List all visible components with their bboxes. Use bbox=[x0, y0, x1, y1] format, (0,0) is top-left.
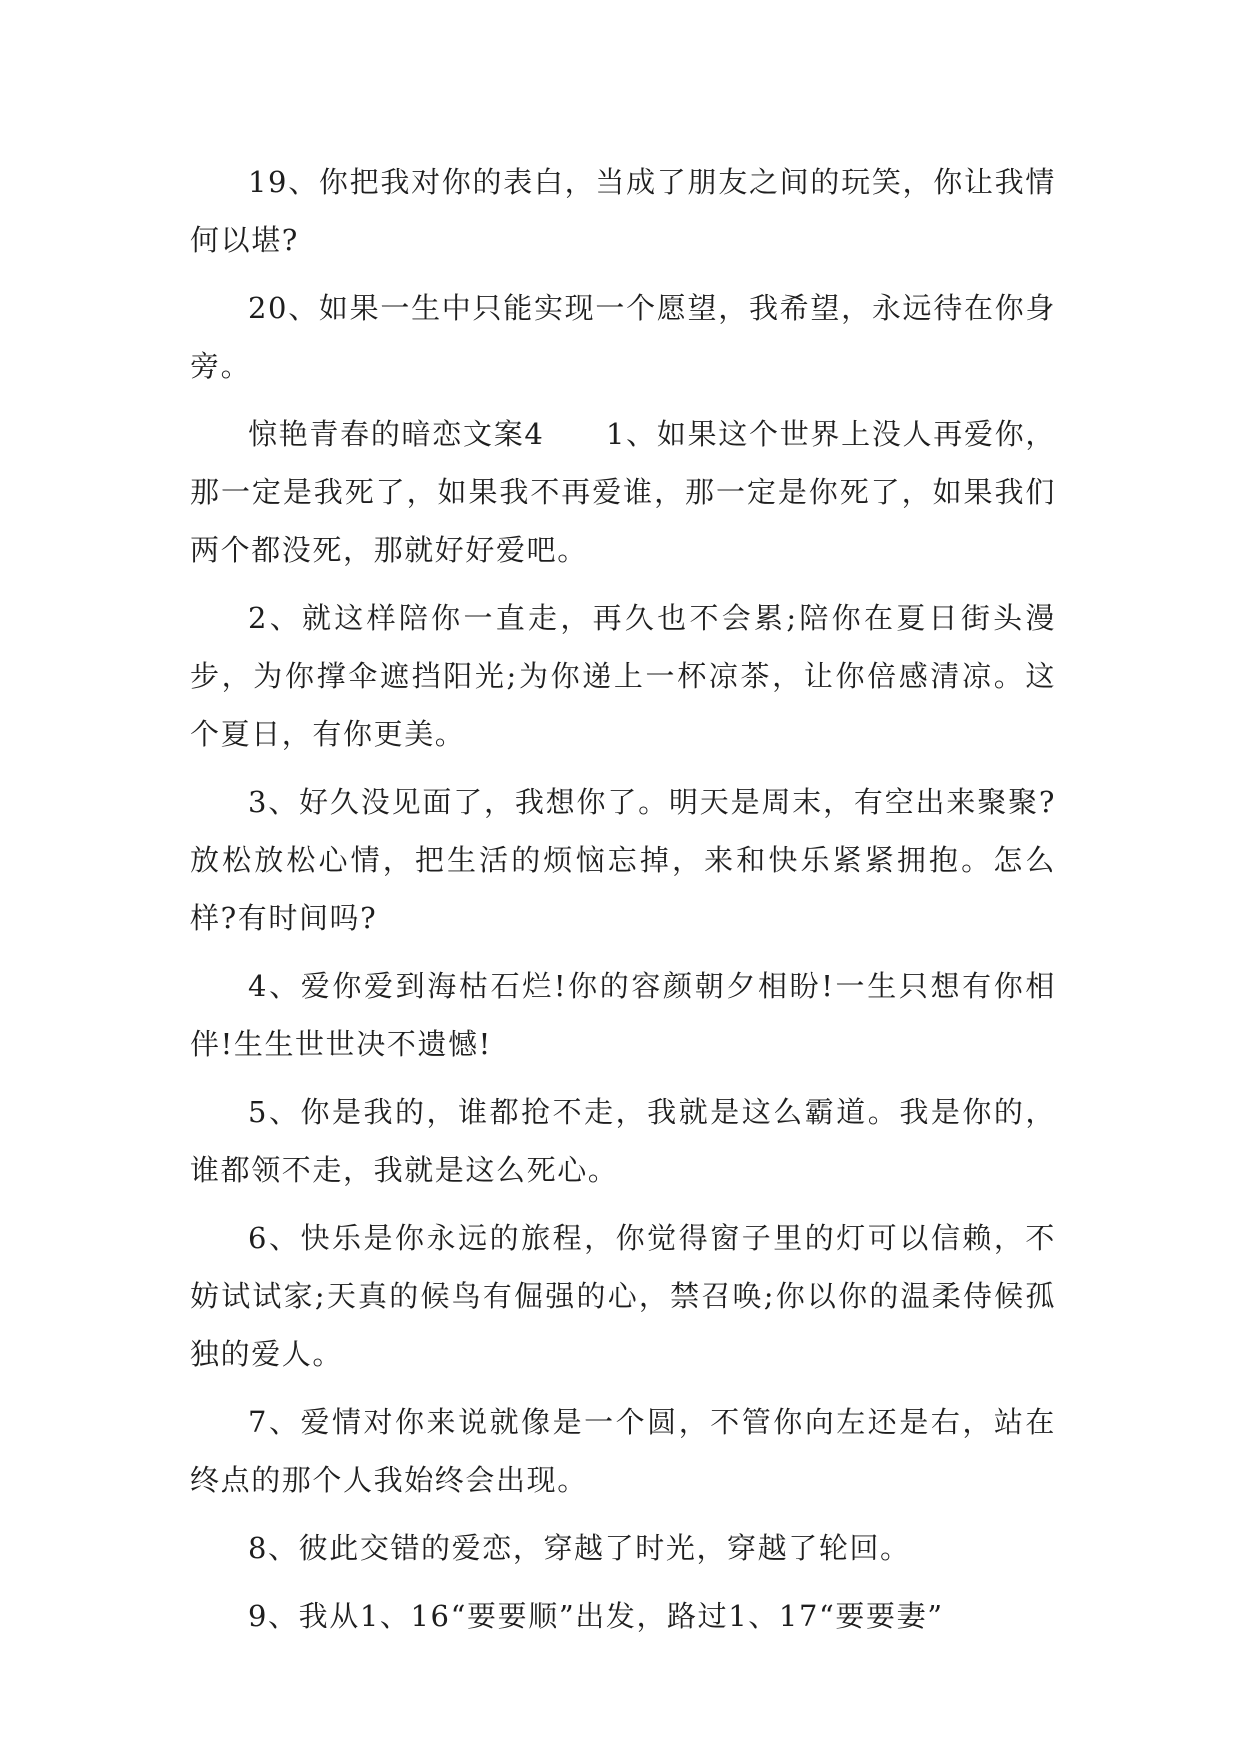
paragraph-20: 20、如果一生中只能实现一个愿望，我希望，永远待在你身旁。 bbox=[190, 291, 1056, 383]
paragraph-6: 6、快乐是你永远的旅程，你觉得窗子里的灯可以信赖，不妨试试家;天真的候鸟有倔强的心，禁召唤;你以你的温柔侍候孤独的爱人。 bbox=[190, 1221, 1056, 1371]
paragraph-9: 9、我从1、16“要要顺”出发，路过1、17“要要妻” bbox=[248, 1599, 944, 1633]
paragraph-8: 8、彼此交错的爱恋，穿越了时光，穿越了轮回。 bbox=[248, 1531, 911, 1565]
paragraph-3: 3、好久没见面了，我想你了。明天是周末，有空出来聚聚?放松放松心情，把生活的烦恼忘掉，来和快乐紧紧拥抱。怎么样?有时间吗? bbox=[190, 785, 1056, 935]
paragraph-7: 7、爱情对你来说就像是一个圆，不管你向左还是右，站在终点的那个人我始终会出现。 bbox=[190, 1405, 1056, 1497]
section-4-paragraph-1: 惊艳青春的暗恋文案4 1、如果这个世界上没人再爱你，那一定是我死了，如果我不再爱谁，那一定是你死了，如果我们两个都没死，那就好好爱吧。 bbox=[190, 417, 1056, 567]
paragraph-19: 19、你把我对你的表白，当成了朋友之间的玩笑，你让我情何以堪? bbox=[190, 165, 1056, 257]
document-body bbox=[190, 153, 1056, 1655]
paragraph-4: 4、爱你爱到海枯石烂!你的容颜朝夕相盼!一生只想有你相伴!生生世世决不遗憾! bbox=[190, 969, 1056, 1061]
paragraph-5: 5、你是我的，谁都抢不走，我就是这么霸道。我是你的，谁都领不走，我就是这么死心。 bbox=[190, 1095, 1056, 1187]
paragraph-2: 2、就这样陪你一直走，再久也不会累;陪你在夏日街头漫步，为你撑伞遮挡阳光;为你递上一杯凉茶，让你倍感清凉。这个夏日，有你更美。 bbox=[190, 601, 1056, 751]
